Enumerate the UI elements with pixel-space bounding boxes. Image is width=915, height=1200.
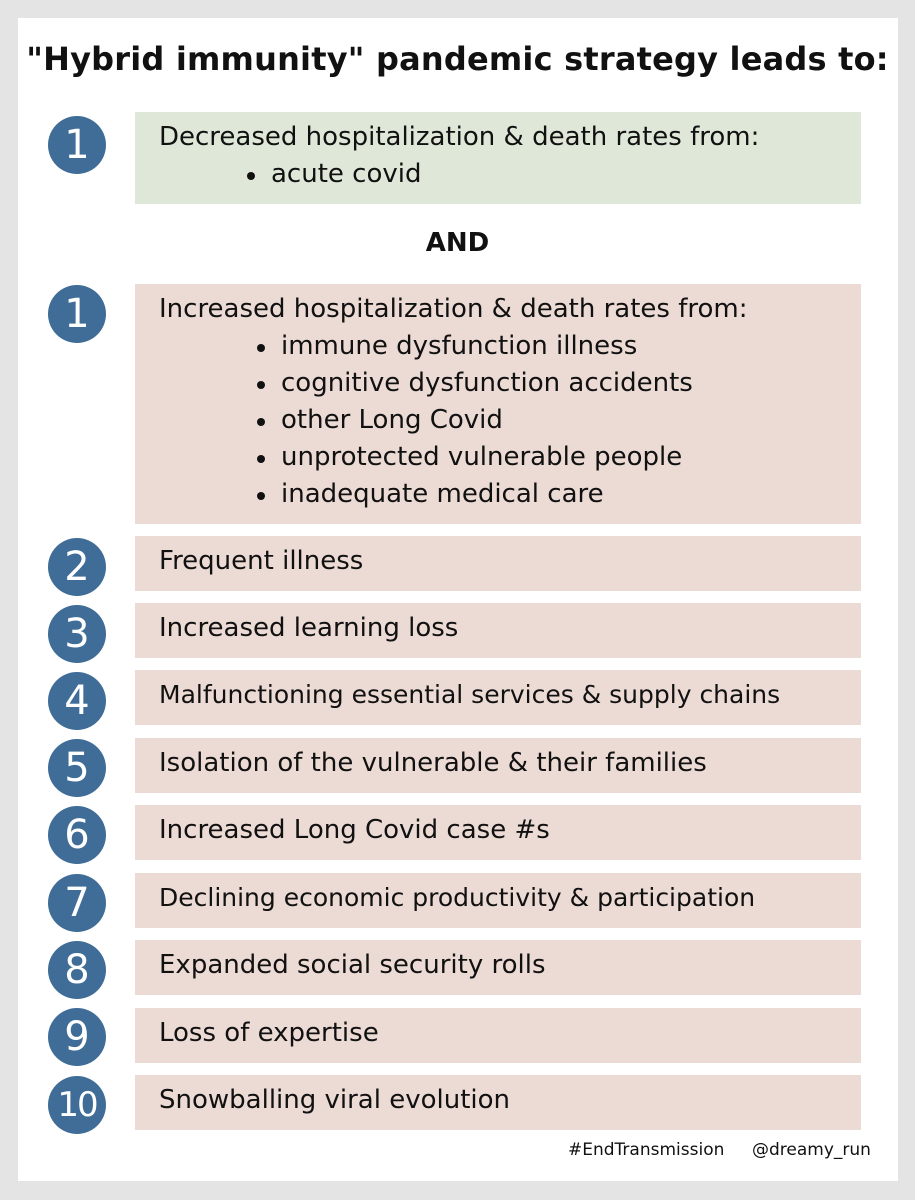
list-item: inadequate medical care: [257, 476, 693, 513]
outcome-text-6: Increased Long Covid case #s: [159, 815, 550, 845]
outcome-text-4: Malfunctioning essential services & supply chains: [159, 680, 781, 709]
number-badge-9: 9: [48, 1008, 106, 1066]
outcome-box-10: [135, 1075, 861, 1130]
outcome-box-9: [135, 1008, 861, 1063]
outcome-box-2: [135, 536, 861, 591]
outcome-text-7: Declining economic productivity & participation: [159, 883, 756, 912]
outcome-text-2: Frequent illness: [159, 546, 364, 576]
number-badge-4: 4: [48, 672, 106, 730]
increased-rates-box: [135, 284, 861, 524]
page-title: "Hybrid immunity" pandemic strategy leads to:: [26, 40, 889, 78]
outcome-box-5: [135, 738, 861, 793]
author-handle: @dreamy_run: [752, 1140, 871, 1160]
outcome-text-8: Expanded social security rolls: [159, 950, 546, 980]
outcome-text-5: Isolation of the vulnerable & their families: [159, 748, 707, 778]
outcome-box-4: [135, 670, 861, 725]
number-badge-10: 10: [48, 1076, 106, 1134]
list-item: other Long Covid: [257, 402, 693, 439]
increased-rates-heading: Increased hospitalization & death rates from:: [159, 294, 748, 324]
number-badge-6: 6: [48, 806, 106, 864]
list-item: acute covid: [247, 156, 421, 193]
and-connector: AND: [425, 228, 490, 258]
outcome-text-10: Snowballing viral evolution: [159, 1085, 511, 1115]
outcome-box-7: [135, 873, 861, 928]
increased-rates-list: [257, 328, 693, 513]
outcome-text-9: Loss of expertise: [159, 1018, 379, 1048]
number-badge-3: 3: [48, 605, 106, 663]
number-badge-1b: 1: [48, 285, 106, 343]
decreased-rates-heading: Decreased hospitalization & death rates from:: [159, 122, 760, 152]
list-item: immune dysfunction illness: [257, 328, 693, 365]
outcome-box-8: [135, 940, 861, 995]
number-badge-7: 7: [48, 874, 106, 932]
outcome-text-3: Increased learning loss: [159, 613, 459, 643]
number-badge-8: 8: [48, 941, 106, 999]
number-badge-1a: 1: [48, 116, 106, 174]
list-item: cognitive dysfunction accidents: [257, 365, 693, 402]
list-item: unprotected vulnerable people: [257, 439, 693, 476]
number-badge-2: 2: [48, 538, 106, 596]
hashtag-label: #EndTransmission: [568, 1140, 725, 1160]
decreased-rates-list: [247, 156, 421, 193]
number-badge-5: 5: [48, 739, 106, 797]
outcome-box-6: [135, 805, 861, 860]
outcome-box-3: [135, 603, 861, 658]
decreased-rates-box: [135, 112, 861, 204]
